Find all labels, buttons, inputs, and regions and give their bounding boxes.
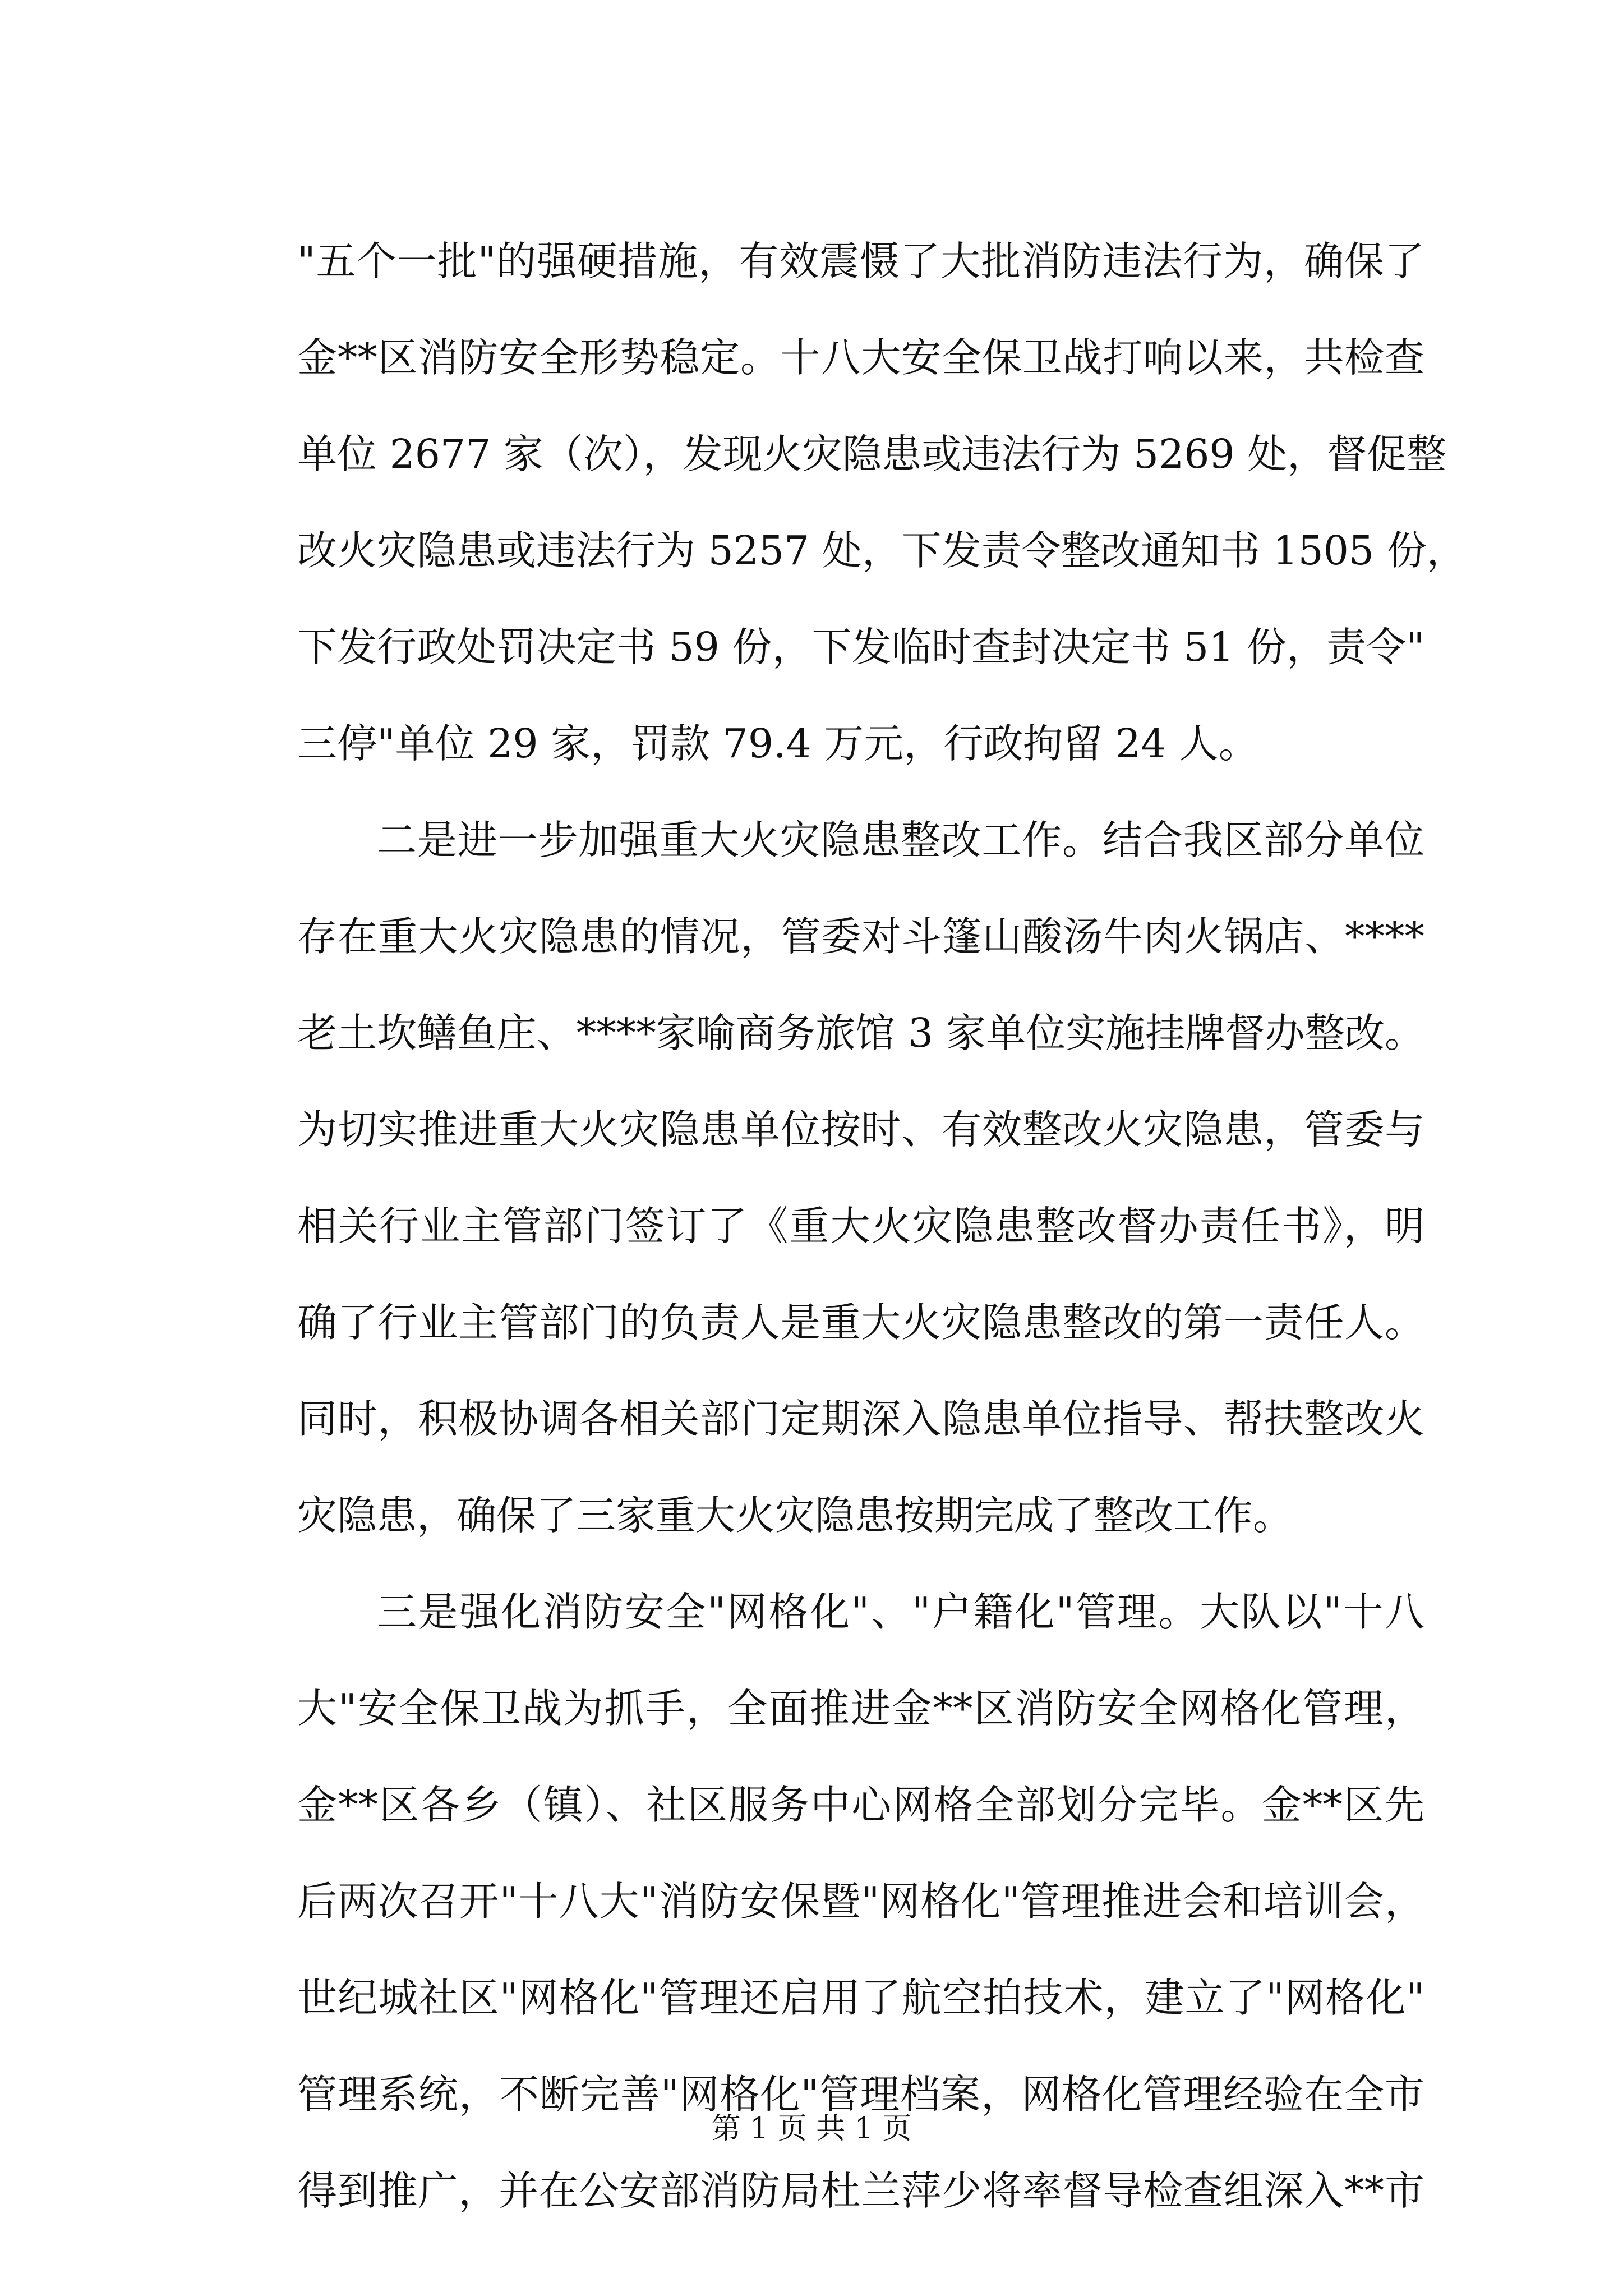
text-line: 单位 2677 家（次），发现火灾隐患或违法行为 5269 处，督促整 bbox=[297, 431, 1447, 477]
text-line: 老土坎鳝鱼庄、****家喻商务旅馆 3 家单位实施挂牌督办整改。 bbox=[297, 1010, 1424, 1056]
page-number-label: 第 1 页 共 1 页 bbox=[711, 2112, 912, 2146]
text-line: 大"安全保卫战为抓手，全面推进金**区消防安全网格化管理， bbox=[297, 1685, 1424, 1732]
text-line: 下发行政处罚决定书 59 份，下发临时查封决定书 51 份，责令" bbox=[297, 624, 1424, 670]
text-line: 相关行业主管部门签订了《重大火灾隐患整改督办责任书》，明 bbox=[297, 1203, 1424, 1249]
text-line: 世纪城社区"网格化"管理还启用了航空拍技术，建立了"网格化" bbox=[297, 1975, 1424, 2021]
text-line: 得到推广，并在公安部消防局杜兰萍少将率督导检查组深入**市 bbox=[297, 2168, 1424, 2214]
text-line: 三停"单位 29 家，罚款 79.4 万元，行政拘留 24 人。 bbox=[297, 720, 1258, 767]
text-line: 后两次召开"十八大"消防安保暨"网格化"管理推进会和培训会， bbox=[297, 1878, 1424, 1925]
text-line: 为切实推进重大火灾隐患单位按时、有效整改火灾隐患，管委与 bbox=[297, 1106, 1424, 1153]
text-line: 金**区消防安全形势稳定。十八大安全保卫战打响以来，共检查 bbox=[297, 334, 1424, 381]
text-line: "五个一批"的强硬措施，有效震慑了大批消防违法行为，确保了 bbox=[297, 238, 1424, 284]
text-line: 存在重大火灾隐患的情况，管委对斗篷山酸汤牛肉火锅店、**** bbox=[297, 913, 1424, 960]
text-line: 金**区各乡（镇）、社区服务中心网格全部划分完毕。金**区先 bbox=[297, 1782, 1424, 1828]
paragraph-first-line: 三是强化消防安全"网格化"、"户籍化"管理。大队以"十八 bbox=[377, 1589, 1424, 1635]
text-line: 确了行业主管部门的负责人是重大火灾隐患整改的第一责任人。 bbox=[297, 1299, 1424, 1346]
paragraph-first-line: 二是进一步加强重大火灾隐患整改工作。结合我区部分单位 bbox=[377, 817, 1424, 863]
text-line: 管理系统，不断完善"网格化"管理档案，网格化管理经验在全市 bbox=[297, 2071, 1424, 2118]
page-footer bbox=[0, 2109, 1623, 2148]
text-line: 改火灾隐患或违法行为 5257 处，下发责令整改通知书 1505 份， bbox=[297, 527, 1467, 574]
text-line: 同时，积极协调各相关部门定期深入隐患单位指导、帮扶整改火 bbox=[297, 1396, 1424, 1442]
text-line: 灾隐患，确保了三家重大火灾隐患按期完成了整改工作。 bbox=[297, 1492, 1293, 1539]
document-body bbox=[297, 213, 1467, 2239]
